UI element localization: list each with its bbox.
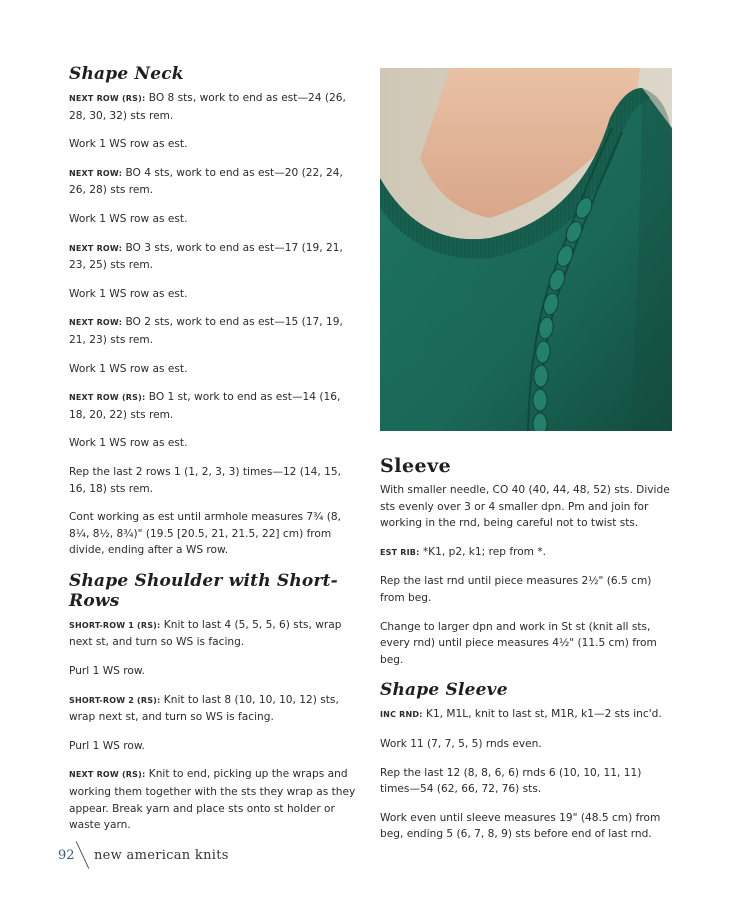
- instruction-text: Purl 1 WS row.: [69, 739, 145, 752]
- page-number: 92: [58, 848, 75, 863]
- right-column: [380, 455, 672, 855]
- instruction-text: Work 1 WS row as est.: [69, 437, 188, 450]
- sweater-photo: [380, 68, 672, 431]
- instruction-paragraph: [69, 136, 359, 153]
- instruction-text: Rep the last rnd until piece measures 2½" (6.5 cm) from beg.: [380, 575, 652, 604]
- instruction-text: Cont working as est until armhole measures 7¾ (8, 8¼, 8½, 8¾)" (19.5 [20.5, 21, 21.5, 22] cm) from divide, ending after a WS row.: [69, 511, 341, 557]
- instruction-text: Work 1 WS row as est.: [69, 138, 188, 151]
- instruction-text: BO 8 sts, work to end as est—24 (26, 28, 30, 32) sts rem.: [69, 92, 346, 122]
- instruction-text: *K1, p2, k1; rep from *.: [419, 545, 547, 558]
- instruction-text: Work 11 (7, 7, 5, 5) rnds even.: [380, 737, 542, 750]
- instruction-paragraph: [69, 389, 359, 423]
- instruction-paragraph: [69, 766, 359, 833]
- instruction-paragraph: [69, 617, 359, 651]
- row-label: NEXT ROW:: [69, 318, 123, 328]
- row-label: INC RND:: [380, 710, 423, 720]
- instruction-text: Change to larger dpn and work in St st (knit all sts, every rnd) until piece measures 4½" (11.5 cm) from beg.: [380, 620, 657, 666]
- instruction-text: Work 1 WS row as est.: [69, 287, 188, 300]
- instruction-paragraph: [69, 435, 359, 452]
- instruction-text: Knit to last 8 (10, 10, 10, 12) sts, wrap next st, and turn so WS is facing.: [69, 693, 339, 724]
- instruction-text: K1, M1L, knit to last st, M1R, k1—2 sts inc'd.: [422, 708, 662, 721]
- instruction-paragraph: [69, 165, 359, 199]
- instruction-paragraph: [69, 464, 359, 497]
- row-label: NEXT ROW (RS):: [69, 393, 146, 403]
- instruction-text: Knit to last 4 (5, 5, 5, 6) sts, wrap next st, and turn so WS is facing.: [69, 618, 342, 649]
- instruction-text: Knit to end, picking up the wraps and working them together with the sts they wrap as they appear. Break yarn and place sts onto st holder or waste yarn.: [69, 768, 356, 832]
- instruction-paragraph: [69, 90, 359, 124]
- row-label: NEXT ROW:: [69, 168, 123, 178]
- instruction-text: BO 4 sts, work to end as est—20 (22, 24, 26, 28) sts rem.: [69, 166, 343, 197]
- instruction-text: With smaller needle, CO 40 (40, 44, 48, 52) sts. Divide sts evenly over 3 or 4 smaller dpn. Pm and join for working in the rnd, being careful not to twist sts.: [380, 484, 670, 530]
- instruction-paragraph: [69, 509, 359, 559]
- instruction-paragraph: [380, 544, 672, 562]
- row-label: NEXT ROW:: [69, 243, 123, 253]
- instruction-text: Work 1 WS row as est.: [69, 362, 188, 375]
- shape-shoulder-heading: Shape Shoulder with Short-Rows: [69, 570, 338, 611]
- instruction-paragraph: [380, 810, 672, 843]
- instruction-text: Rep the last 2 rows 1 (1, 2, 3, 3) times—12 (14, 15, 16, 18) sts rem.: [69, 465, 341, 495]
- shape-sleeve-heading: Shape Sleeve: [380, 680, 508, 701]
- instruction-paragraph: [69, 211, 359, 228]
- instruction-paragraph: [69, 286, 359, 303]
- instruction-paragraph: [69, 692, 359, 726]
- instruction-paragraph: [69, 361, 359, 378]
- instruction-paragraph: [69, 240, 359, 274]
- instruction-text: Purl 1 WS row.: [69, 665, 145, 678]
- instruction-text: BO 2 sts, work to end as est—15 (17, 19, 21, 23) sts rem.: [69, 316, 343, 346]
- instruction-paragraph: [69, 663, 359, 680]
- row-label: EST RIB:: [380, 547, 420, 557]
- row-label: NEXT ROW (RS):: [69, 770, 146, 780]
- instruction-text: BO 3 sts, work to end as est—17 (19, 21, 23, 25) sts rem.: [69, 241, 343, 272]
- row-label: SHORT-ROW 2 (RS):: [69, 695, 161, 705]
- instruction-paragraph: [380, 619, 672, 669]
- instruction-paragraph: [380, 736, 672, 753]
- instruction-text: Work 1 WS row as est.: [69, 212, 188, 225]
- instruction-text: BO 1 st, work to end as est—14 (16, 18, 20, 22) sts rem.: [69, 391, 341, 421]
- sleeve-heading: Sleeve: [380, 455, 452, 477]
- row-label: NEXT ROW (RS):: [69, 94, 146, 103]
- instruction-paragraph: [380, 482, 672, 532]
- instruction-paragraph: [69, 314, 359, 348]
- left-column: [69, 64, 359, 846]
- instruction-paragraph: [380, 765, 672, 798]
- sweater-illustration: [380, 68, 672, 431]
- instruction-text: Rep the last 12 (8, 8, 6, 6) rnds 6 (10, 10, 11, 11) times—54 (62, 66, 72, 76) sts.: [380, 766, 642, 796]
- book-title: new american knits: [94, 848, 229, 863]
- instruction-paragraph: [380, 573, 672, 606]
- shape-neck-heading: Shape Neck: [69, 64, 184, 84]
- instruction-paragraph: [69, 738, 359, 755]
- sleeve-instructions: [380, 482, 672, 668]
- row-label: SHORT-ROW 1 (RS):: [69, 620, 161, 630]
- shape-neck-instructions: [69, 90, 359, 559]
- instruction-text: Work even until sleeve measures 19" (48.5 cm) from beg, ending 5 (6, 7, 8, 9) sts before end of last rnd.: [380, 811, 661, 841]
- shape-sleeve-instructions: [380, 706, 672, 843]
- shape-shoulder-instructions: [69, 617, 359, 834]
- instruction-paragraph: [380, 706, 672, 724]
